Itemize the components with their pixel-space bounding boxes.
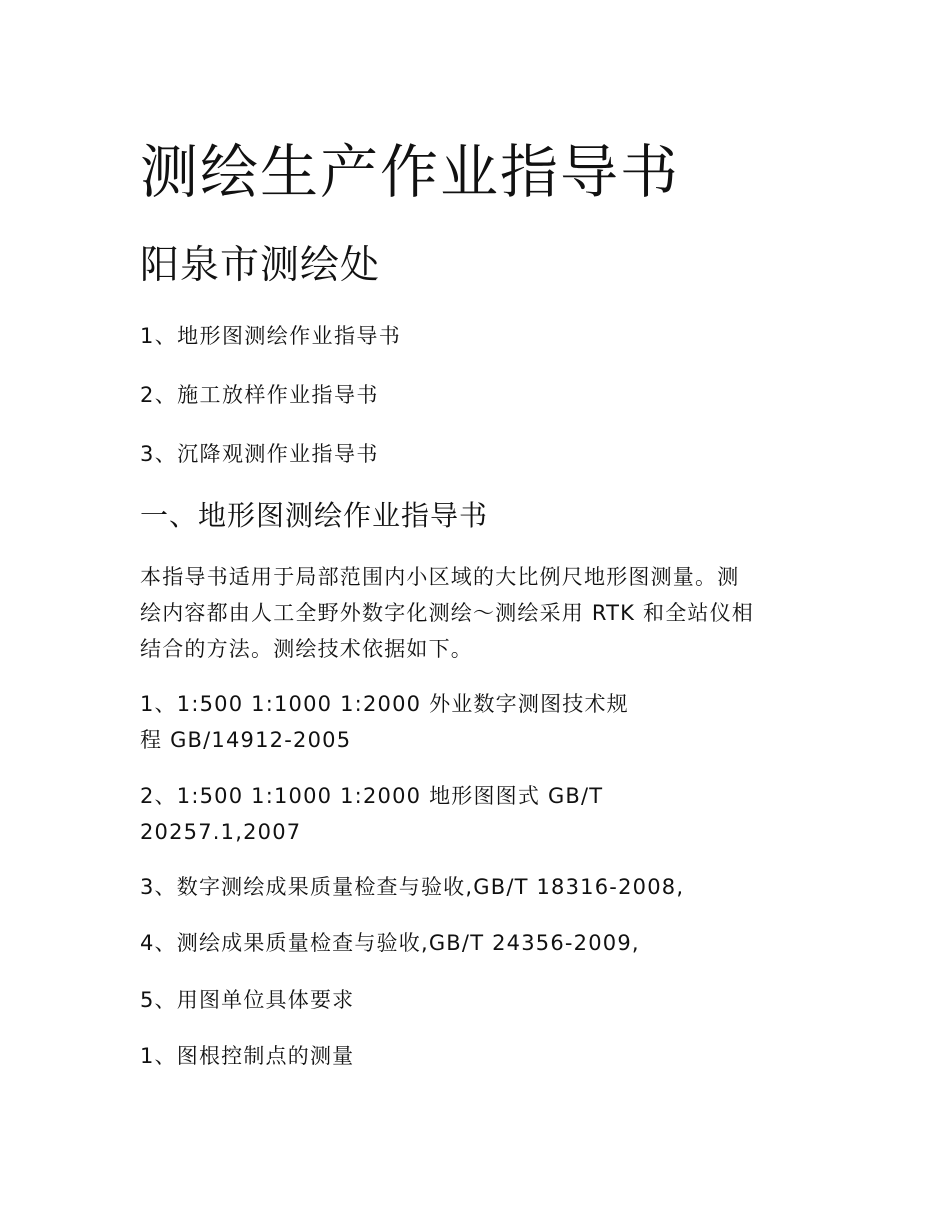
paragraph-line: 4、测绘成果质量检查与验收,GB/T 24356-2009, <box>140 931 640 955</box>
toc-item: 3、沉降观测作业指导书 <box>140 442 379 466</box>
basis-item <box>140 778 603 850</box>
document-subtitle: 阳泉市测绘处 <box>140 243 381 288</box>
intro-paragraph <box>140 559 754 667</box>
paragraph-line: 结合的方法。测绘技术依据如下。 <box>140 637 473 661</box>
paragraph-line: 20257.1,2007 <box>140 820 302 844</box>
document-title: 测绘生产作业指导书 <box>140 138 681 206</box>
paragraph-line: 2、1:500 1:1000 1:2000 地形图图式 GB/T <box>140 784 604 808</box>
paragraph-line: 程 GB/14912-2005 <box>140 728 352 752</box>
basis-item <box>140 869 684 905</box>
basis-item <box>140 925 640 961</box>
paragraph-line: 3、数字测绘成果质量检查与验收,GB/T 18316-2008, <box>140 875 685 899</box>
paragraph-line: 1、图根控制点的测量 <box>140 1044 355 1068</box>
toc-item: 2、施工放样作业指导书 <box>140 383 379 407</box>
section-heading: 一、地形图测绘作业指导书 <box>140 499 489 532</box>
paragraph-line: 绘内容都由人工全野外数字化测绘～测绘采用 RTK 和全站仪相 <box>140 601 755 625</box>
toc-item: 1、地形图测绘作业指导书 <box>140 324 402 348</box>
paragraph-line: 本指导书适用于局部范围内小区域的大比例尺地形图测量。测 <box>140 565 740 589</box>
paragraph-line: 5、用图单位具体要求 <box>140 988 355 1012</box>
subsection-heading <box>140 1038 354 1074</box>
paragraph-line: 1、1:500 1:1000 1:2000 外业数字测图技术规 <box>140 692 629 716</box>
basis-item <box>140 686 629 758</box>
basis-item <box>140 982 354 1018</box>
